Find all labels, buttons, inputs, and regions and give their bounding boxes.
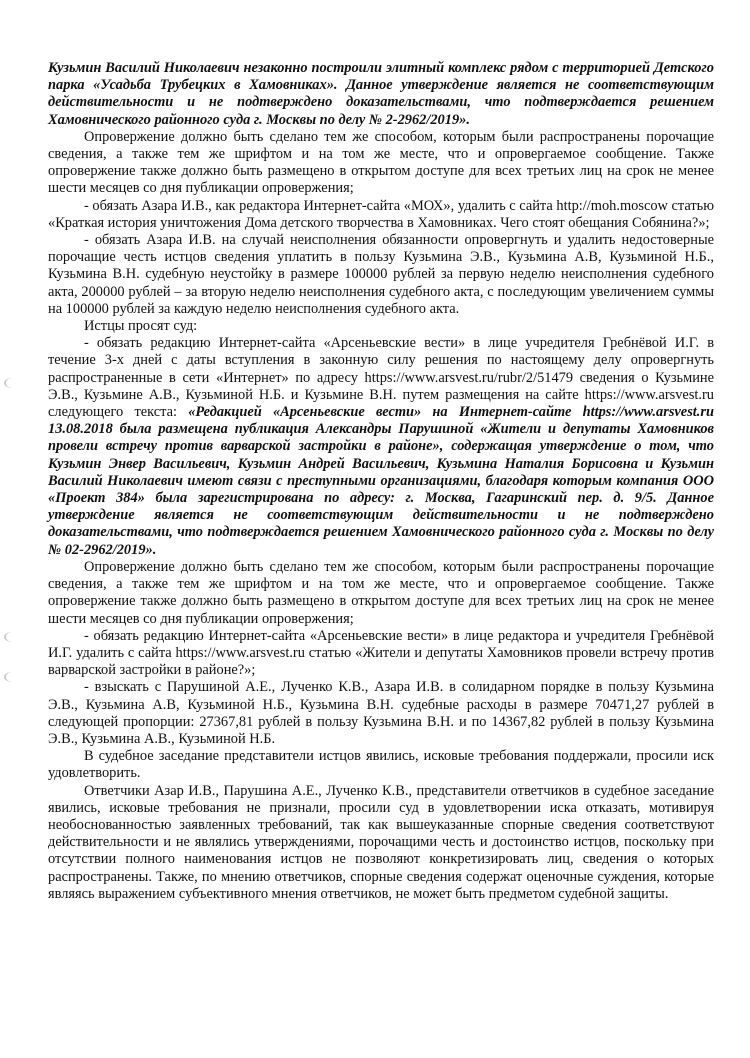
- refutation-method-paragraph-2: Опровержение должно быть сделано тем же способом, которым были распространены порочащие сведения, а также тем же шрифтом и на том же месте, что и опровергаемое сообщение. Также опровержение также должно быть размещено в открытом доступе для всех третьих лиц на срок не менее шести месяцев со дня публикации опровержения;: [48, 558, 714, 627]
- oblige-arsvest-text: - обязать редакцию Интернет-сайта «Арсеньевские вести» в лице учредителя Гребнёвой И.Г. в течение 3-х дней с даты вступления в законную силу решения по настоящему делу опровергнуть распространенные в сети «Интернет» по адресу https://www.arsvest.ru/rubr/2/51479 сведения о Кузьмине Э.В., Кузьмине А.В., Кузьминой Н.Б. и Кузьмине В.Н. путем размещения на сайте https://www.arsvest.ru следующего текста:: [48, 335, 714, 421]
- document-page: [48, 60, 714, 903]
- oblige-azar-delete-paragraph: - обязать Азара И.В., как редактора Интернет-сайта «МОХ», удалить с сайта http://moh.moscow статью «Краткая история уничтожения Дома детского творчества в Хамовниках. Чего стоят обещания Собянина?»;: [48, 197, 714, 231]
- plaintiffs-ask-paragraph: Истцы просят суд:: [84, 318, 198, 335]
- binder-hole-mark: [4, 632, 20, 642]
- oblige-arsvest-delete-paragraph: - обязать редакцию Интернет-сайта «Арсеньевские вести» в лице редактора и учредителя Гребнёвой И.Г. удалить с сайта https://www.arsvest.ru статью «Жители и депутаты Хамовников провели встречу против варварской застройки в районе?»;: [48, 627, 714, 679]
- oblige-arsvest-refute-paragraph: [48, 335, 714, 559]
- refutation-text-emphasis: «Редакцией «Арсеньевские вести» на Интернет-сайте https://www.arsvest.ru 13.08.2018 была размещена публикация Александры Парушиной «Жители и депутаты Хамовников провели встречу против варварской застройки в районе», содержащая утверждение о том, что Кузьмин Энвер Васильевич, Кузьмин Андрей Васильевич, Кузьмина Наталия Борисовна и Кузьмин Василий Николаевич имеют связи с преступными организациями, благодаря которым компания ООО «Проект 384» была зарегистрирована по адресу: г. Москва, Гагаринский пер. д. 9/5. Данное утверждение является не соответствующим действительности и не подтверждено доказательствами, что подтверждается решением Хамовнического районного суда г. Москвы по делу № 02-2962/2019».: [48, 404, 714, 558]
- refutation-method-paragraph: Опровержение должно быть сделано тем же способом, которым были распространены порочащие сведения, а также тем же шрифтом и на том же месте, что и опровергаемое сообщение. Также опровержение также должно быть размещено в открытом доступе для всех третьих лиц на срок не менее шести месяцев со дня публикации опровержения;: [48, 128, 714, 197]
- lead-emphasis-paragraph: Кузьмин Василий Николаевич незаконно построили элитный комплекс рядом с территорией Детского парка «Усадьба Трубецких в Хамовниках». Данное утверждение является не соответствующим действительности и не подтверждено доказательствами, что подтверждается решением Хамовнического районного суда г. Москвы по делу № 2-2962/2019».: [48, 60, 714, 128]
- defendants-position-paragraph: Ответчики Азар И.В., Парушина А.Е., Лученко К.В., представители ответчиков в судебное заседание явились, исковые требования не признали, просили суд в удовлетворении иска отказать, мотивируя необоснованностью заявленных требований, так как вышеуказанные спорные сведения соответствуют действительности и не являлись утверждениями, порочащими честь и достоинство истцов, поскольку при отсутствии полного наименования истцов не позволяют конкретизировать лиц, сведения о которых распространены. Также, по мнению ответчиков, спорные сведения содержат оценочные суждения, которые являясь выражением субъективного мнения ответчиков, не может быть предметом судебной защиты.: [48, 782, 714, 902]
- hearing-plaintiffs-paragraph: В судебное заседание представители истцов явились, исковые требования поддержали, просили иск удовлетворить.: [48, 748, 714, 782]
- recover-costs-paragraph: - взыскать с Парушиной А.Е., Лученко К.В., Азара И.В. в солидарном порядке в пользу Кузьмина Э.В., Кузьмина А.В, Кузьминой Н.Б., Кузьмина В.Н. судебные расходы в размере 70471,27 рублей в следующей пропорции: 27367,81 рублей в пользу Кузьмина В.Н. и по 14367,82 рублей в пользу Кузьмина Э.В., Кузьмина А.В., Кузьминой Н.Б.: [48, 679, 714, 747]
- binder-hole-mark: [4, 378, 20, 388]
- binder-hole-mark: [4, 672, 20, 682]
- oblige-azar-penalty-paragraph: - обязать Азара И.В. на случай неисполнения обязанности опровергнуть и удалить недостоверные порочащие честь истцов сведения уплатить в пользу Кузьмина Э.В., Кузьмина А.В, Кузьминой Н.Б., Кузьмина В.Н. судебную неустойку в размере 100000 рублей за первую неделю неисполнения судебного акта, 200000 рублей – за вторую неделю неисполнения судебного акта, с последующим увеличением суммы на 100000 рублей за каждую неделю неисполнения судебного акта.: [48, 232, 714, 317]
